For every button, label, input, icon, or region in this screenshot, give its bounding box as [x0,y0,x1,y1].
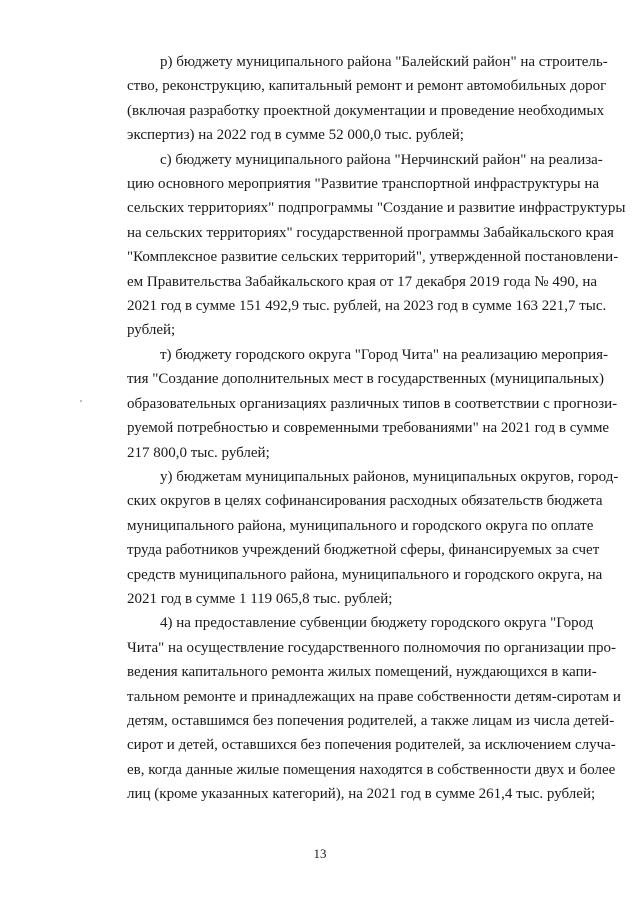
text-line: муниципального района, муниципального и городского округа по оплате [127,517,594,534]
scan-artifact [80,400,82,402]
text-line: (включая разработку проектной документации и проведение необходимых [127,102,605,119]
paragraph-u [94,465,619,611]
text-line: труда работников учреждений бюджетной сферы, финансируемых за счет [127,542,600,559]
text-line: тальном ремонте и принадлежащих на праве собственности детям-сиротам и [127,688,621,705]
paragraph-4 [94,611,621,806]
text-line: "Комплексное развитие сельских территорий", утвержденной постановлени- [127,249,619,266]
text-line: сельских территориях" подпрограммы "Создание и развитие инфраструктуры [127,200,626,217]
text-line: 2021 год в сумме 151 492,9 тыс. рублей, на 2023 год в сумме 163 221,7 тыс. [127,298,607,315]
page-number: 13 [313,846,327,861]
text-line: рублей; [127,322,176,339]
text-line: ев, когда данные жилые помещения находятся в собственности двух и более [127,761,616,778]
text-line: ем Правительства Забайкальского края от 17 декабря 2019 года № 490, на [127,273,598,290]
text-line: ство, реконструкцию, капитальный ремонт и ремонт автомобильных дорог [127,78,607,95]
text-line: с) бюджету муниципального района "Нерчинский район" на реализа- [160,151,603,168]
text-line: т) бюджету городского округа "Город Чита" на реализацию мероприя- [160,346,609,363]
text-line: 2021 год в сумме 1 119 065,8 тыс. рублей; [127,590,393,607]
text-line: на сельских территориях" государственной программы Забайкальского края [127,224,614,241]
text-line: сирот и детей, оставшихся без попечения родителей, за исключением случа- [127,737,616,754]
text-line: образовательных организациях различных типов в соответствии с прогнози- [127,395,618,412]
text-line: 217 800,0 тыс. рублей; [127,444,270,461]
paragraph-r [94,50,608,148]
text-line: цию основного мероприятия "Развитие транспортной инфраструктуры на [127,176,600,193]
text-line: руемой потребностью и современными требованиями" на 2021 год в сумме [127,420,610,437]
paragraph-s [94,148,626,343]
text-line: р) бюджету муниципального района "Балейский район" на строитель- [160,54,608,70]
text-line: экспертиз) на 2022 год в сумме 52 000,0 тыс. рублей; [127,127,464,144]
text-line: тия "Создание дополнительных мест в государственных (муниципальных) [127,371,605,388]
body-text [94,50,626,807]
text-line: Чита" на осуществление государственного полномочия по организации про- [127,639,616,656]
text-line: детям, оставшимся без попечения родителей, а также лицам из числа детей- [127,712,615,729]
paragraph-t [94,343,618,465]
text-line: 4) на предоставление субвенции бюджету городского округа "Город [160,615,594,632]
text-line: у) бюджетам муниципальных районов, муниципальных округов, город- [160,468,619,485]
text-line: ведения капитального ремонта жилых помещений, нуждающихся в капи- [127,664,597,681]
text-line: ских округов в целях софинансирования расходных обязательств бюджета [127,493,603,510]
text-line: средств муниципального района, муниципального и городского округа, на [127,566,603,583]
text-line: лиц (кроме указанных категорий), на 2021 год в сумме 261,4 тыс. рублей; [127,786,596,803]
